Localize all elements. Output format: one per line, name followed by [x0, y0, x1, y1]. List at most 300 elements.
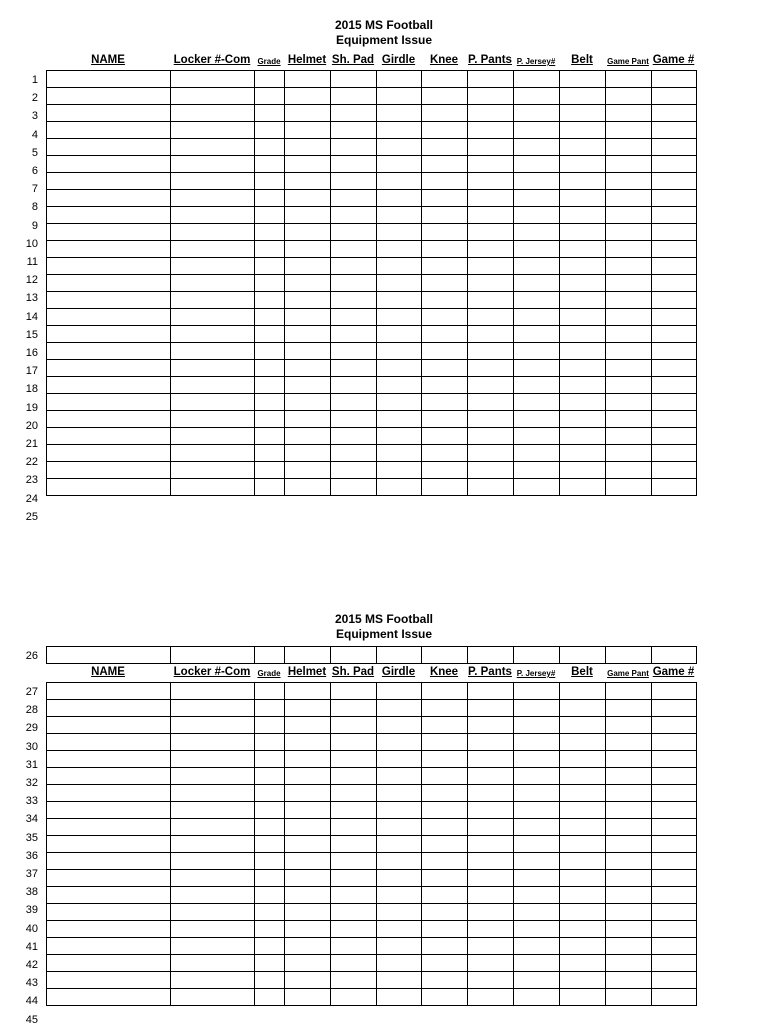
sheet2-cell-girdle[interactable]: [377, 853, 422, 870]
sheet1-cell-shpad[interactable]: [331, 139, 377, 156]
sheet1-cell-knee[interactable]: [422, 88, 468, 105]
sheet2-cell-name[interactable]: [47, 887, 171, 904]
sheet2-cell-gamenum[interactable]: [652, 768, 697, 785]
sheet1-cell-locker[interactable]: [171, 394, 255, 411]
sheet2-cell-pjersey[interactable]: [514, 989, 560, 1006]
sheet2-cell-shpad[interactable]: [331, 904, 377, 921]
sheet2-cell-helmet[interactable]: [285, 683, 331, 700]
sheet1-cell-knee[interactable]: [422, 445, 468, 462]
sheet1-cell-gamepant[interactable]: [606, 309, 652, 326]
sheet1-cell-helmet[interactable]: [285, 207, 331, 224]
sheet1-cell-name[interactable]: [47, 105, 171, 122]
sheet2-cell-locker[interactable]: [171, 989, 255, 1006]
sheet1-cell-helmet[interactable]: [285, 105, 331, 122]
sheet1-cell-ppants[interactable]: [468, 479, 514, 496]
sheet1-cell-locker[interactable]: [171, 292, 255, 309]
sheet2-cell-shpad[interactable]: [331, 887, 377, 904]
sheet2-cell-name[interactable]: [47, 836, 171, 853]
sheet1-cell-grade[interactable]: [255, 343, 285, 360]
sheet2-cell-ppants[interactable]: [468, 768, 514, 785]
sheet1-cell-shpad[interactable]: [331, 428, 377, 445]
sheet1-cell-gamenum[interactable]: [652, 224, 697, 241]
sheet1-cell-gamenum[interactable]: [652, 394, 697, 411]
sheet1-cell-pjersey[interactable]: [514, 88, 560, 105]
sheet2-cell-belt[interactable]: [560, 717, 606, 734]
sheet2-pre-cell-name[interactable]: [47, 647, 171, 664]
sheet2-cell-grade[interactable]: [255, 768, 285, 785]
sheet1-cell-pjersey[interactable]: [514, 105, 560, 122]
sheet1-cell-knee[interactable]: [422, 309, 468, 326]
sheet1-cell-knee[interactable]: [422, 479, 468, 496]
sheet1-cell-gamenum[interactable]: [652, 88, 697, 105]
sheet2-cell-name[interactable]: [47, 904, 171, 921]
sheet2-cell-girdle[interactable]: [377, 768, 422, 785]
sheet2-cell-ppants[interactable]: [468, 921, 514, 938]
sheet2-cell-gamepant[interactable]: [606, 717, 652, 734]
sheet1-cell-grade[interactable]: [255, 275, 285, 292]
sheet2-cell-name[interactable]: [47, 972, 171, 989]
sheet1-cell-grade[interactable]: [255, 326, 285, 343]
sheet1-cell-knee[interactable]: [422, 241, 468, 258]
sheet1-cell-gamepant[interactable]: [606, 173, 652, 190]
sheet1-cell-belt[interactable]: [560, 275, 606, 292]
sheet1-cell-pjersey[interactable]: [514, 377, 560, 394]
sheet1-cell-gamenum[interactable]: [652, 258, 697, 275]
sheet1-cell-shpad[interactable]: [331, 241, 377, 258]
sheet1-cell-grade[interactable]: [255, 462, 285, 479]
sheet1-cell-grade[interactable]: [255, 360, 285, 377]
sheet1-cell-locker[interactable]: [171, 445, 255, 462]
sheet2-cell-helmet[interactable]: [285, 751, 331, 768]
sheet1-cell-belt[interactable]: [560, 241, 606, 258]
sheet1-cell-girdle[interactable]: [377, 105, 422, 122]
sheet2-cell-locker[interactable]: [171, 768, 255, 785]
sheet1-cell-girdle[interactable]: [377, 326, 422, 343]
sheet1-cell-locker[interactable]: [171, 258, 255, 275]
sheet1-cell-grade[interactable]: [255, 173, 285, 190]
sheet1-cell-belt[interactable]: [560, 428, 606, 445]
sheet2-cell-name[interactable]: [47, 921, 171, 938]
sheet2-cell-shpad[interactable]: [331, 836, 377, 853]
sheet1-cell-gamepant[interactable]: [606, 377, 652, 394]
sheet2-cell-grade[interactable]: [255, 751, 285, 768]
sheet1-cell-pjersey[interactable]: [514, 71, 560, 88]
sheet2-cell-name[interactable]: [47, 717, 171, 734]
sheet2-cell-gamepant[interactable]: [606, 887, 652, 904]
sheet1-cell-locker[interactable]: [171, 411, 255, 428]
sheet2-cell-gamenum[interactable]: [652, 955, 697, 972]
sheet1-cell-gamepant[interactable]: [606, 275, 652, 292]
sheet1-cell-locker[interactable]: [171, 71, 255, 88]
sheet1-cell-pjersey[interactable]: [514, 207, 560, 224]
sheet2-pre-cell-ppants[interactable]: [468, 647, 514, 664]
sheet2-cell-pjersey[interactable]: [514, 700, 560, 717]
sheet1-cell-gamenum[interactable]: [652, 241, 697, 258]
sheet1-cell-belt[interactable]: [560, 326, 606, 343]
sheet2-cell-knee[interactable]: [422, 887, 468, 904]
sheet2-cell-locker[interactable]: [171, 904, 255, 921]
sheet2-cell-knee[interactable]: [422, 768, 468, 785]
sheet1-cell-pjersey[interactable]: [514, 394, 560, 411]
sheet2-cell-grade[interactable]: [255, 819, 285, 836]
sheet2-cell-ppants[interactable]: [468, 870, 514, 887]
sheet2-cell-gamenum[interactable]: [652, 870, 697, 887]
sheet1-cell-knee[interactable]: [422, 207, 468, 224]
sheet2-cell-gamenum[interactable]: [652, 853, 697, 870]
sheet1-cell-helmet[interactable]: [285, 326, 331, 343]
sheet1-cell-girdle[interactable]: [377, 139, 422, 156]
sheet2-cell-locker[interactable]: [171, 836, 255, 853]
sheet2-cell-ppants[interactable]: [468, 955, 514, 972]
sheet2-cell-shpad[interactable]: [331, 870, 377, 887]
sheet2-cell-gamepant[interactable]: [606, 955, 652, 972]
sheet2-cell-grade[interactable]: [255, 853, 285, 870]
sheet1-cell-helmet[interactable]: [285, 190, 331, 207]
sheet2-cell-grade[interactable]: [255, 802, 285, 819]
sheet2-cell-gamepant[interactable]: [606, 819, 652, 836]
sheet1-cell-locker[interactable]: [171, 309, 255, 326]
sheet2-cell-gamepant[interactable]: [606, 802, 652, 819]
sheet1-cell-knee[interactable]: [422, 343, 468, 360]
sheet1-cell-gamepant[interactable]: [606, 190, 652, 207]
sheet2-cell-gamepant[interactable]: [606, 904, 652, 921]
sheet1-cell-locker[interactable]: [171, 428, 255, 445]
sheet1-cell-pjersey[interactable]: [514, 122, 560, 139]
sheet2-cell-belt[interactable]: [560, 921, 606, 938]
sheet1-cell-name[interactable]: [47, 292, 171, 309]
sheet1-cell-name[interactable]: [47, 462, 171, 479]
sheet2-cell-ppants[interactable]: [468, 683, 514, 700]
sheet1-cell-name[interactable]: [47, 258, 171, 275]
sheet2-cell-knee[interactable]: [422, 700, 468, 717]
sheet1-cell-gamepant[interactable]: [606, 343, 652, 360]
sheet1-cell-locker[interactable]: [171, 105, 255, 122]
sheet2-cell-name[interactable]: [47, 768, 171, 785]
sheet2-cell-knee[interactable]: [422, 853, 468, 870]
sheet2-cell-belt[interactable]: [560, 989, 606, 1006]
sheet1-cell-helmet[interactable]: [285, 479, 331, 496]
sheet2-cell-gamenum[interactable]: [652, 989, 697, 1006]
sheet1-cell-pjersey[interactable]: [514, 190, 560, 207]
sheet1-cell-belt[interactable]: [560, 309, 606, 326]
sheet1-cell-pjersey[interactable]: [514, 139, 560, 156]
sheet2-cell-gamepant[interactable]: [606, 921, 652, 938]
sheet1-cell-gamepant[interactable]: [606, 326, 652, 343]
sheet2-cell-knee[interactable]: [422, 819, 468, 836]
sheet2-cell-girdle[interactable]: [377, 887, 422, 904]
sheet1-cell-grade[interactable]: [255, 292, 285, 309]
sheet1-cell-gamepant[interactable]: [606, 411, 652, 428]
sheet2-cell-name[interactable]: [47, 751, 171, 768]
sheet1-cell-girdle[interactable]: [377, 445, 422, 462]
sheet1-cell-ppants[interactable]: [468, 445, 514, 462]
sheet1-cell-belt[interactable]: [560, 377, 606, 394]
sheet1-cell-locker[interactable]: [171, 88, 255, 105]
sheet2-cell-ppants[interactable]: [468, 802, 514, 819]
sheet1-cell-ppants[interactable]: [468, 258, 514, 275]
sheet2-cell-locker[interactable]: [171, 853, 255, 870]
sheet1-cell-ppants[interactable]: [468, 411, 514, 428]
sheet1-cell-ppants[interactable]: [468, 105, 514, 122]
sheet1-cell-gamepant[interactable]: [606, 71, 652, 88]
sheet1-cell-belt[interactable]: [560, 479, 606, 496]
sheet2-cell-helmet[interactable]: [285, 853, 331, 870]
sheet1-cell-name[interactable]: [47, 88, 171, 105]
sheet2-cell-knee[interactable]: [422, 870, 468, 887]
sheet1-cell-girdle[interactable]: [377, 258, 422, 275]
sheet2-cell-gamepant[interactable]: [606, 700, 652, 717]
sheet1-cell-belt[interactable]: [560, 173, 606, 190]
sheet1-cell-knee[interactable]: [422, 394, 468, 411]
sheet1-cell-grade[interactable]: [255, 207, 285, 224]
sheet2-cell-gamepant[interactable]: [606, 870, 652, 887]
sheet2-cell-name[interactable]: [47, 955, 171, 972]
sheet2-cell-girdle[interactable]: [377, 938, 422, 955]
sheet2-cell-girdle[interactable]: [377, 819, 422, 836]
sheet2-pre-cell-belt[interactable]: [560, 647, 606, 664]
sheet1-cell-girdle[interactable]: [377, 479, 422, 496]
sheet2-cell-locker[interactable]: [171, 887, 255, 904]
sheet1-cell-shpad[interactable]: [331, 326, 377, 343]
sheet1-cell-shpad[interactable]: [331, 224, 377, 241]
sheet2-cell-knee[interactable]: [422, 785, 468, 802]
sheet1-cell-name[interactable]: [47, 309, 171, 326]
sheet1-cell-ppants[interactable]: [468, 462, 514, 479]
sheet1-cell-ppants[interactable]: [468, 275, 514, 292]
sheet1-cell-girdle[interactable]: [377, 241, 422, 258]
sheet1-cell-helmet[interactable]: [285, 173, 331, 190]
sheet1-cell-locker[interactable]: [171, 122, 255, 139]
sheet1-cell-girdle[interactable]: [377, 292, 422, 309]
sheet2-cell-shpad[interactable]: [331, 700, 377, 717]
sheet1-cell-pjersey[interactable]: [514, 326, 560, 343]
sheet1-cell-ppants[interactable]: [468, 309, 514, 326]
sheet1-cell-grade[interactable]: [255, 428, 285, 445]
sheet1-cell-gamenum[interactable]: [652, 71, 697, 88]
sheet2-cell-pjersey[interactable]: [514, 904, 560, 921]
sheet1-cell-girdle[interactable]: [377, 173, 422, 190]
sheet2-cell-shpad[interactable]: [331, 802, 377, 819]
sheet2-cell-grade[interactable]: [255, 785, 285, 802]
sheet2-cell-pjersey[interactable]: [514, 819, 560, 836]
sheet2-cell-helmet[interactable]: [285, 989, 331, 1006]
sheet1-cell-gamepant[interactable]: [606, 292, 652, 309]
sheet1-cell-belt[interactable]: [560, 258, 606, 275]
sheet1-cell-ppants[interactable]: [468, 190, 514, 207]
sheet1-cell-ppants[interactable]: [468, 156, 514, 173]
sheet2-cell-girdle[interactable]: [377, 751, 422, 768]
sheet2-cell-shpad[interactable]: [331, 972, 377, 989]
sheet1-cell-helmet[interactable]: [285, 343, 331, 360]
sheet1-cell-gamepant[interactable]: [606, 207, 652, 224]
sheet2-cell-ppants[interactable]: [468, 989, 514, 1006]
sheet2-cell-locker[interactable]: [171, 938, 255, 955]
sheet1-cell-shpad[interactable]: [331, 207, 377, 224]
sheet1-cell-pjersey[interactable]: [514, 258, 560, 275]
sheet1-cell-belt[interactable]: [560, 156, 606, 173]
sheet1-cell-pjersey[interactable]: [514, 173, 560, 190]
sheet1-cell-locker[interactable]: [171, 360, 255, 377]
sheet2-cell-pjersey[interactable]: [514, 734, 560, 751]
sheet2-cell-gamenum[interactable]: [652, 938, 697, 955]
sheet1-cell-gamepant[interactable]: [606, 224, 652, 241]
sheet1-cell-helmet[interactable]: [285, 292, 331, 309]
sheet2-cell-pjersey[interactable]: [514, 717, 560, 734]
sheet1-cell-gamepant[interactable]: [606, 105, 652, 122]
sheet2-cell-pjersey[interactable]: [514, 785, 560, 802]
sheet2-cell-belt[interactable]: [560, 938, 606, 955]
sheet2-pre-cell-shpad[interactable]: [331, 647, 377, 664]
sheet2-cell-belt[interactable]: [560, 972, 606, 989]
sheet2-cell-gamenum[interactable]: [652, 751, 697, 768]
sheet1-cell-locker[interactable]: [171, 462, 255, 479]
sheet1-cell-helmet[interactable]: [285, 258, 331, 275]
sheet2-cell-ppants[interactable]: [468, 717, 514, 734]
sheet2-cell-helmet[interactable]: [285, 768, 331, 785]
sheet2-cell-pjersey[interactable]: [514, 836, 560, 853]
sheet1-cell-shpad[interactable]: [331, 71, 377, 88]
sheet1-cell-locker[interactable]: [171, 173, 255, 190]
sheet1-cell-gamepant[interactable]: [606, 394, 652, 411]
sheet1-cell-knee[interactable]: [422, 224, 468, 241]
sheet1-cell-name[interactable]: [47, 275, 171, 292]
sheet1-cell-knee[interactable]: [422, 190, 468, 207]
sheet2-pre-cell-helmet[interactable]: [285, 647, 331, 664]
sheet1-cell-shpad[interactable]: [331, 88, 377, 105]
sheet1-cell-gamepant[interactable]: [606, 241, 652, 258]
sheet2-cell-belt[interactable]: [560, 700, 606, 717]
sheet1-cell-knee[interactable]: [422, 462, 468, 479]
sheet1-cell-name[interactable]: [47, 207, 171, 224]
sheet1-cell-locker[interactable]: [171, 326, 255, 343]
sheet2-cell-girdle[interactable]: [377, 785, 422, 802]
sheet1-cell-girdle[interactable]: [377, 462, 422, 479]
sheet1-cell-helmet[interactable]: [285, 411, 331, 428]
sheet2-cell-ppants[interactable]: [468, 819, 514, 836]
sheet1-cell-shpad[interactable]: [331, 377, 377, 394]
sheet2-cell-locker[interactable]: [171, 802, 255, 819]
sheet2-cell-gamenum[interactable]: [652, 717, 697, 734]
sheet1-cell-belt[interactable]: [560, 343, 606, 360]
sheet2-cell-belt[interactable]: [560, 785, 606, 802]
sheet1-cell-girdle[interactable]: [377, 360, 422, 377]
sheet2-cell-helmet[interactable]: [285, 870, 331, 887]
sheet1-cell-belt[interactable]: [560, 88, 606, 105]
sheet1-cell-pjersey[interactable]: [514, 479, 560, 496]
sheet2-cell-pjersey[interactable]: [514, 938, 560, 955]
sheet1-cell-gamenum[interactable]: [652, 173, 697, 190]
sheet2-cell-ppants[interactable]: [468, 836, 514, 853]
sheet1-cell-belt[interactable]: [560, 139, 606, 156]
sheet2-cell-gamepant[interactable]: [606, 938, 652, 955]
sheet1-cell-name[interactable]: [47, 326, 171, 343]
sheet2-cell-girdle[interactable]: [377, 972, 422, 989]
sheet1-cell-knee[interactable]: [422, 122, 468, 139]
sheet2-cell-pjersey[interactable]: [514, 887, 560, 904]
sheet1-cell-girdle[interactable]: [377, 122, 422, 139]
sheet1-cell-gamenum[interactable]: [652, 326, 697, 343]
sheet1-cell-grade[interactable]: [255, 105, 285, 122]
sheet2-cell-name[interactable]: [47, 938, 171, 955]
sheet1-cell-knee[interactable]: [422, 326, 468, 343]
sheet1-cell-shpad[interactable]: [331, 479, 377, 496]
sheet2-cell-belt[interactable]: [560, 802, 606, 819]
sheet1-cell-locker[interactable]: [171, 190, 255, 207]
sheet1-cell-shpad[interactable]: [331, 309, 377, 326]
sheet2-cell-belt[interactable]: [560, 853, 606, 870]
sheet2-cell-grade[interactable]: [255, 836, 285, 853]
sheet1-cell-gamenum[interactable]: [652, 156, 697, 173]
sheet1-cell-shpad[interactable]: [331, 445, 377, 462]
sheet2-cell-ppants[interactable]: [468, 853, 514, 870]
sheet1-cell-gamenum[interactable]: [652, 428, 697, 445]
sheet2-cell-helmet[interactable]: [285, 802, 331, 819]
sheet1-cell-shpad[interactable]: [331, 394, 377, 411]
sheet2-cell-name[interactable]: [47, 785, 171, 802]
sheet2-pre-cell-pjersey[interactable]: [514, 647, 560, 664]
sheet1-cell-helmet[interactable]: [285, 122, 331, 139]
sheet1-cell-gamenum[interactable]: [652, 292, 697, 309]
sheet1-cell-locker[interactable]: [171, 156, 255, 173]
sheet1-cell-girdle[interactable]: [377, 71, 422, 88]
sheet2-cell-locker[interactable]: [171, 972, 255, 989]
sheet1-cell-girdle[interactable]: [377, 207, 422, 224]
sheet1-cell-helmet[interactable]: [285, 156, 331, 173]
sheet1-cell-ppants[interactable]: [468, 292, 514, 309]
sheet2-cell-pjersey[interactable]: [514, 955, 560, 972]
sheet1-cell-gamepant[interactable]: [606, 88, 652, 105]
sheet1-cell-helmet[interactable]: [285, 275, 331, 292]
sheet2-cell-knee[interactable]: [422, 683, 468, 700]
sheet1-cell-name[interactable]: [47, 360, 171, 377]
sheet1-cell-gamenum[interactable]: [652, 343, 697, 360]
sheet1-cell-gamenum[interactable]: [652, 190, 697, 207]
sheet1-cell-belt[interactable]: [560, 71, 606, 88]
sheet1-cell-gamepant[interactable]: [606, 360, 652, 377]
sheet2-cell-knee[interactable]: [422, 836, 468, 853]
sheet2-cell-girdle[interactable]: [377, 955, 422, 972]
sheet1-cell-gamepant[interactable]: [606, 445, 652, 462]
sheet1-cell-name[interactable]: [47, 411, 171, 428]
sheet1-cell-gamepant[interactable]: [606, 122, 652, 139]
sheet1-cell-girdle[interactable]: [377, 224, 422, 241]
sheet2-cell-locker[interactable]: [171, 683, 255, 700]
sheet2-cell-grade[interactable]: [255, 683, 285, 700]
sheet2-cell-grade[interactable]: [255, 887, 285, 904]
sheet1-cell-shpad[interactable]: [331, 105, 377, 122]
sheet1-cell-locker[interactable]: [171, 139, 255, 156]
sheet2-cell-girdle[interactable]: [377, 734, 422, 751]
sheet2-cell-locker[interactable]: [171, 819, 255, 836]
sheet1-cell-ppants[interactable]: [468, 122, 514, 139]
sheet2-cell-belt[interactable]: [560, 887, 606, 904]
sheet2-cell-girdle[interactable]: [377, 802, 422, 819]
sheet1-cell-belt[interactable]: [560, 394, 606, 411]
sheet1-cell-locker[interactable]: [171, 343, 255, 360]
sheet1-cell-pjersey[interactable]: [514, 156, 560, 173]
sheet2-cell-pjersey[interactable]: [514, 972, 560, 989]
sheet2-cell-name[interactable]: [47, 802, 171, 819]
sheet2-cell-grade[interactable]: [255, 734, 285, 751]
sheet1-cell-helmet[interactable]: [285, 139, 331, 156]
sheet1-cell-knee[interactable]: [422, 173, 468, 190]
sheet1-cell-gamenum[interactable]: [652, 122, 697, 139]
sheet2-cell-belt[interactable]: [560, 683, 606, 700]
sheet1-cell-helmet[interactable]: [285, 377, 331, 394]
sheet2-cell-knee[interactable]: [422, 802, 468, 819]
sheet1-cell-belt[interactable]: [560, 105, 606, 122]
sheet1-cell-girdle[interactable]: [377, 88, 422, 105]
